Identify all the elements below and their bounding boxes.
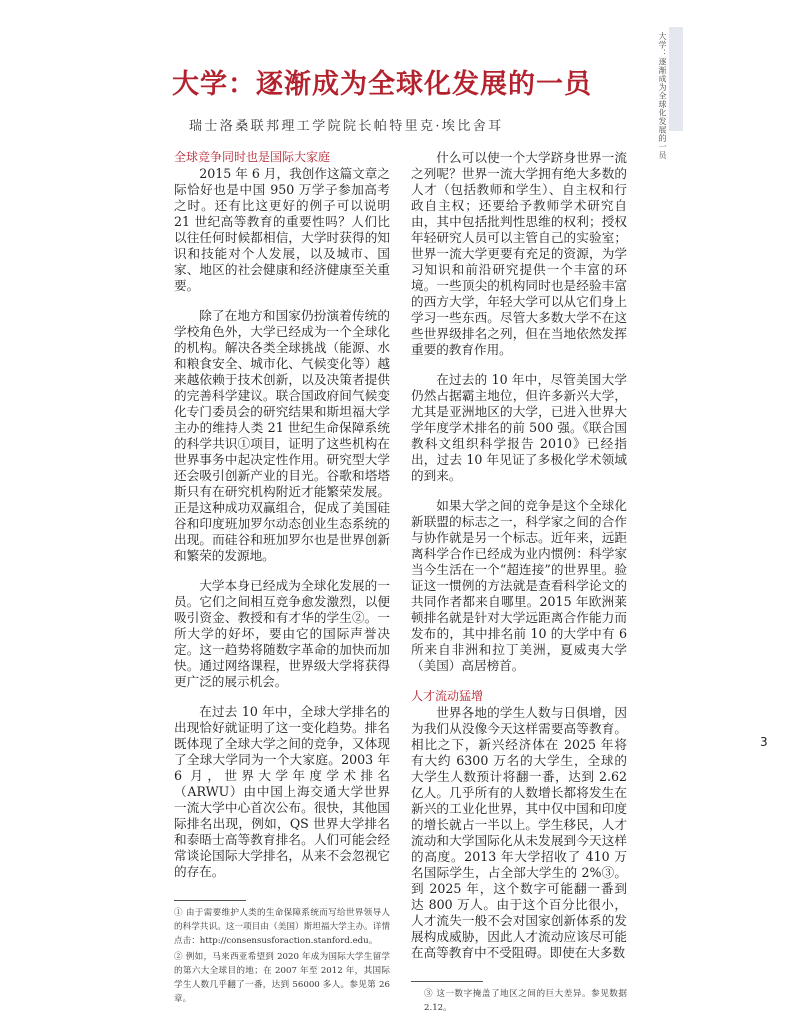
paragraph: 2015 年 6 月，我创作这篇文章之际恰好也是中国 950 万学子参加高考之时。还有比这更好的例子可以说明 21 世纪高等教育的重要性吗？人们比以往任何时候都相信，大学时获得的知识和技能对个人发展，以及城市、国家、地区的社会健康和经济健康至关重要。 <box>174 166 390 293</box>
left-column <box>174 149 390 1008</box>
author-byline: 瑞士洛桑联邦理工学院院长帕特里克·埃比舍耳 <box>189 119 504 134</box>
paragraph: 世界各地的学生人数与日俱增，因为我们从没像今天这样需要高等教育。相比之下，新兴经济体在 2025 年将有大约 6300 万名的大学生，全球的大学生人数预计将翻一番，达到 2.62 亿人。几乎所有的人数增长都将发生在新兴的工业化世界，其中仅中国和印度的增长就占一半以上。学生移民，人才流动和大学国际化从未发展到今天这样的高度。2013 年大学招收了 410 万名国际学生，占全部大学生的 2%③。到 2025 年，这个数字可能翻一番到达 800 万人。由于这个百分比很小，人才流失一般不会对国家创新体系的发展构成威胁，因此人才流动应该尽可能在高等教育中不受阻碍。即使在大多数 <box>411 705 627 960</box>
paragraph: 大学本身已经成为全球化发展的一员。它们之间相互竞争愈发激烈，以便吸引资金、教授和有才华的学生②。一所大学的好坏，要由它的国际声誉决定。这一趋势将随数字革命的加快而加快。通过网络课程，世界级大学将获得更广泛的展示机会。 <box>174 578 390 689</box>
section-heading: 全球竞争同时也是国际大家庭 <box>174 150 331 164</box>
page-title: 大学：逐渐成为全球化发展的一员 <box>172 69 592 100</box>
side-tab <box>669 27 683 131</box>
right-column <box>411 150 627 1017</box>
paragraph: 在过去的 10 年中，尽管美国大学仍然占据霸主地位，但许多新兴大学，尤其是亚洲地区的大学，已进入世界大学年度学术排名的前 500 强。《联合国教科文组织科学报告 2010》已经指出，过去 10 年见证了多极化学术领域的到来。 <box>411 372 627 483</box>
footnote-divider <box>174 900 246 901</box>
paragraph: 如果大学之间的竞争是这个全球化新联盟的标志之一，科学家之间的合作与协作就是另一个标志。近年来，远距离科学合作已经成为业内惯例：科学家当今生活在一个“超连接”的世界里。验证这一惯例的方法就是查看科学论文的共同作者都来自哪里。2015 年欧洲莱顿排名就是针对大学远距离合作能力而发布的，其中排名前 10 的大学中有 6 所来自非洲和拉丁美洲，夏威夷大学（美国）高居榜首。 <box>411 498 627 673</box>
paragraph: 除了在地方和国家仍扮演着传统的学校角色外，大学已经成为一个全球化的机构。解决各类全球挑战（能源、水和粮食安全、城市化、气候变化等）越来越依赖于技术创新，以及决策者提供的完善科学建议。联合国政府间气候变化专门委员会的研究结果和斯坦福大学主办的维持人类 21 世纪生命保障系统的科学共识①项目，证明了这些机构在世界事务中起决定性作用。研究型大学还会吸引创新产业的目光。谷歌和塔塔斯只有在研究机构附近才能繁荣发展。正是这种成功双赢组合，促成了美国硅谷和印度班加罗尔动态创业生态系统的出现。而硅谷和班加罗尔也是世界创新和繁荣的发源地。 <box>174 308 390 563</box>
footnote: ② 例如，马来西亚希望到 2020 年成为国际大学生留学的第六大全球目的地；在 2007 年至 2012 年，其国际学生人数几乎翻了一番，达到 56000 多人。参见第 26 章。 <box>174 952 390 1004</box>
footnotes <box>411 975 627 1017</box>
paragraph: 什么可以使一个大学跻身世界一流之列呢？世界一流大学拥有绝大多数的人才（包括教师和学生）、自主权和行政自主权；还要给予教师学术研究自由，其中包括批判性思维的权利；授权年轻研究人员可以主管自己的实验室；世界一流大学更要有充足的资源，为学习知识和前沿研究提供一个丰富的环境。一些顶尖的机构同时也是经验丰富的西方大学，年轻大学可以从它们身上学习一些东西。尽管大多数大学不在这些世界级排名之列，但在当地依然发挥重要的教育作用。 <box>411 150 627 357</box>
page-number: 3 <box>760 735 768 749</box>
footnote: ③ 这一数字掩盖了地区之间的巨大差异。参见数据 2.12。 <box>424 989 627 1013</box>
side-tab-label: 大学：逐渐成为全球化发展的一员 <box>658 32 667 160</box>
footnote: ① 由于需要维护人类的生命保障系统而写给世界领导人的科学共识。这一项目由（美国）斯坦福大学主办。详情点击：http://consensusforaction.stanford.edu。 <box>174 908 390 946</box>
footnotes <box>174 894 390 1008</box>
section-heading: 人才流动猛增 <box>411 689 484 703</box>
paragraph: 在过去 10 年中，全球大学排名的出现恰好就证明了这一变化趋势。排名既体现了全球大学之间的竞争，又体现了全球大学同为一个大家庭。2003 年 6 月，世界大学年度学术排名（ARWU）由中国上海交通大学世界一流大学中心首次公布。很快，其他国际排名出现，例如，QS 世界大学排名和泰晤士高等教育排名。人们可能会经常谈论国际大学排名，从来不会忽视它的存在。 <box>174 704 390 879</box>
footnote-divider <box>411 981 483 982</box>
